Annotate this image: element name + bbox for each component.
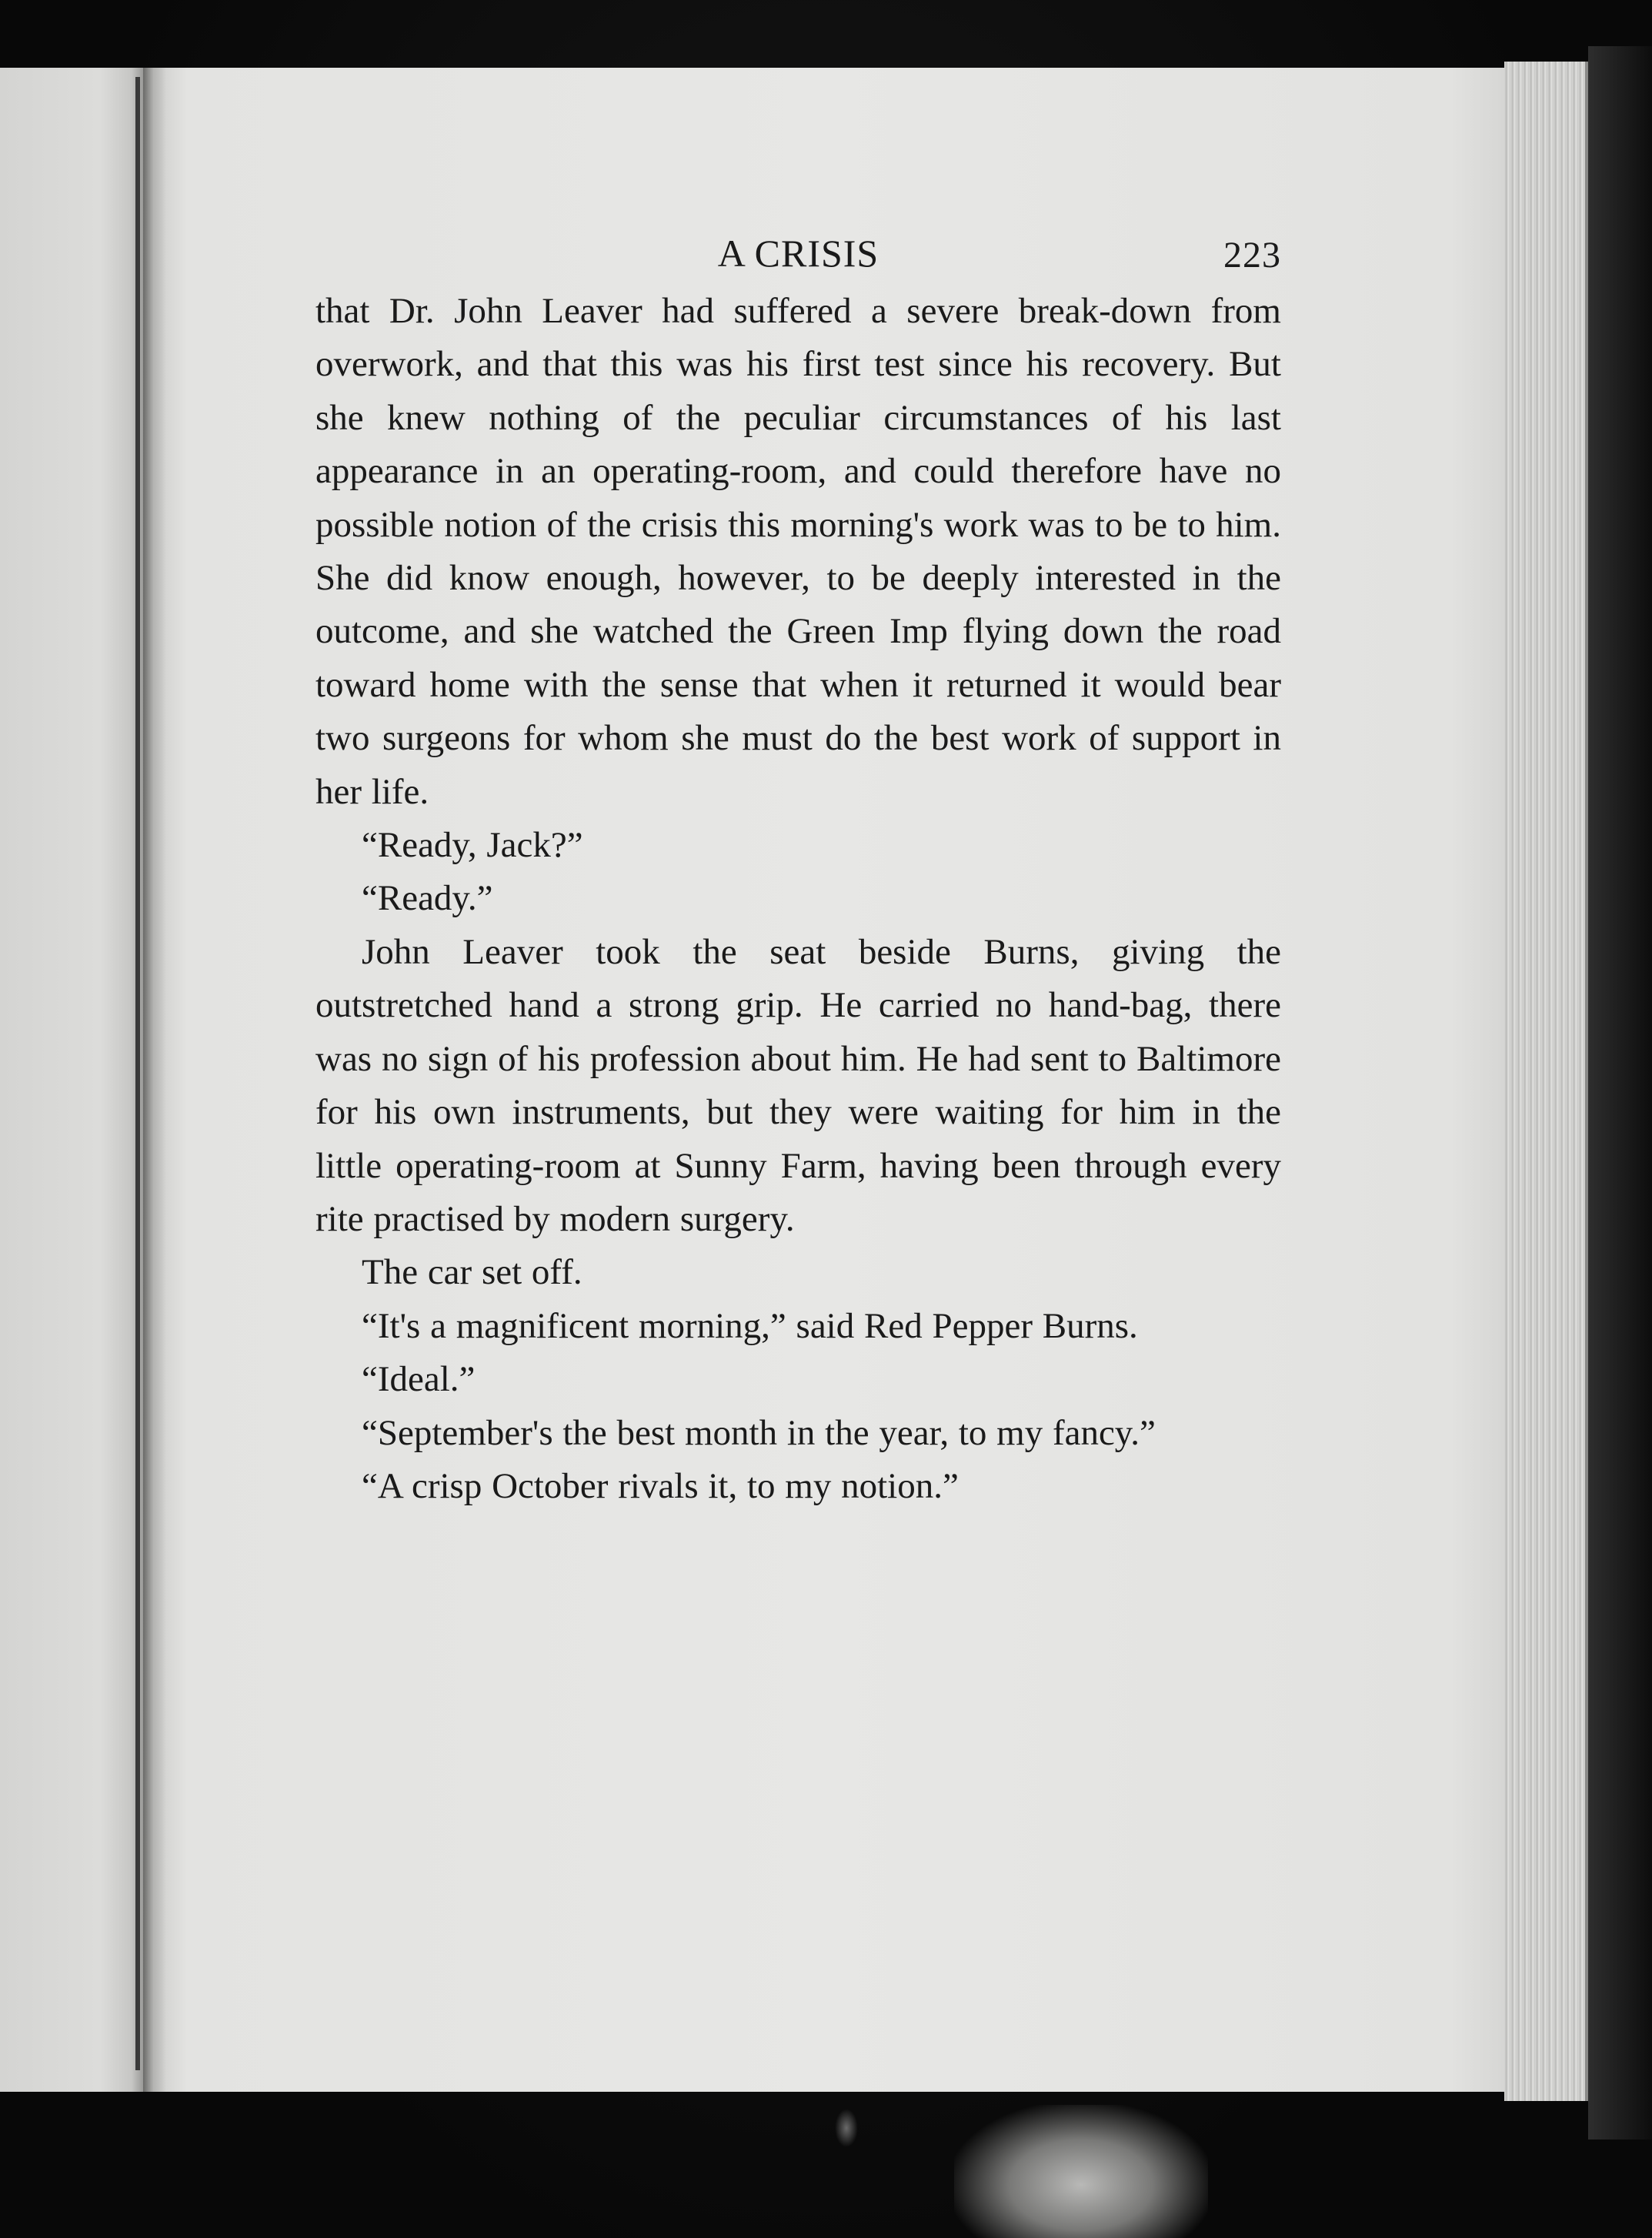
paragraph: The car set off. [362, 1252, 582, 1293]
gutter-shadow [143, 68, 166, 2092]
body-text [315, 285, 1281, 1513]
facing-page-edge [0, 68, 143, 2092]
running-head [315, 223, 1281, 285]
scan-artifact-small [835, 2109, 858, 2147]
paragraph: “Ready, Jack?” [362, 825, 583, 866]
paragraph: John Leaver took the seat beside Burns, giving the outstretched hand a strong grip. He carried no hand-bag, there was no sign of his profession about him. He had sent to Baltimore for his own instruments, but they were waiting for him in the little operating-room at Sunny Farm, having been through every rite practised by modern surgery. [315, 931, 1281, 1239]
paragraph: “It's a magnificent morning,” said Red Pepper Burns. [362, 1305, 1138, 1346]
paragraph: that Dr. John Leaver had suffered a severe break-down from overwork, and that this was his first test since his recovery. But she knew nothing of the peculiar circumstances of his last appearance in an operating-room, and could therefore have no possible notion of the crisis this morning's work was to be to him. She did know enough, however, to be deeply interested in the outcome, and she watched the Green Imp flying down the road toward home with the sense that when it returned it would bear two surgeons for whom she must do the best work of support in her life. [315, 291, 1281, 812]
paragraph: “Ready.” [362, 878, 493, 919]
paragraph: “September's the best month in the year, to my fancy.” [362, 1412, 1156, 1453]
paragraph: “Ideal.” [362, 1359, 476, 1400]
page-text-block [315, 223, 1281, 1513]
paragraph: “A crisp October rivals it, to my notion.” [362, 1465, 959, 1506]
page-number: 223 [1223, 235, 1281, 276]
book-spine-line [135, 77, 140, 2070]
scan-artifact [954, 2105, 1208, 2238]
chapter-title: A CRISIS [717, 232, 879, 275]
scan-border [1588, 46, 1652, 2139]
page-stack-edge [1504, 62, 1588, 2101]
